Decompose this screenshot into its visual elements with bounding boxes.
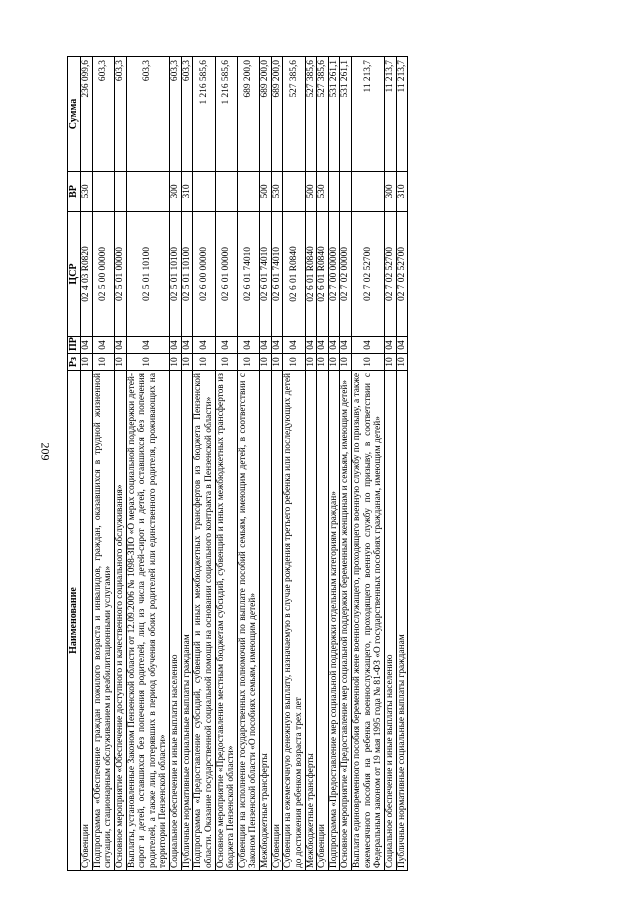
cell-vr bbox=[352, 172, 385, 212]
cell-name: Субвенции bbox=[317, 371, 329, 871]
cell-rz: 10 bbox=[328, 354, 340, 371]
cell-sum: 1 216 585,6 bbox=[215, 57, 237, 172]
table-row bbox=[317, 57, 329, 871]
cell-rz: 10 bbox=[384, 354, 396, 371]
cell-rz: 10 bbox=[317, 354, 329, 371]
cell-pr: 04 bbox=[283, 337, 305, 354]
table-row bbox=[81, 57, 93, 871]
cell-name: Основное мероприятие «Обеспечение доступного и качественного социального обслуживания» bbox=[114, 371, 126, 871]
cell-rz: 10 bbox=[114, 354, 126, 371]
table-row bbox=[215, 57, 237, 871]
cell-pr: 04 bbox=[340, 337, 352, 354]
cell-vr bbox=[215, 172, 237, 212]
cell-rz: 10 bbox=[340, 354, 352, 371]
cell-pr: 04 bbox=[260, 337, 272, 354]
table-row bbox=[396, 57, 408, 871]
cell-vr: 500 bbox=[305, 172, 317, 212]
budget-table bbox=[67, 56, 408, 871]
table-row bbox=[193, 57, 215, 871]
cell-pr: 04 bbox=[170, 337, 182, 354]
cell-pr: 04 bbox=[328, 337, 340, 354]
cell-name: Субвенции на ежемесячную денежную выплату, назначаемую в случае рождения третьего ребенка или последующих детей до достижения ребенком возраста трех лет bbox=[283, 371, 305, 871]
cell-csr: 02 5 01 10100 bbox=[181, 212, 193, 337]
cell-csr: 02 6 01 R0840 bbox=[283, 212, 305, 337]
cell-rz: 10 bbox=[193, 354, 215, 371]
rotated-page-content bbox=[67, 57, 587, 871]
cell-csr: 02 7 02 52700 bbox=[384, 212, 396, 337]
cell-rz: 10 bbox=[215, 354, 237, 371]
table-row bbox=[260, 57, 272, 871]
cell-name: Подпрограмма «Предоставление мер социальной поддержки отдельным категориям граждан» bbox=[328, 371, 340, 871]
cell-vr bbox=[237, 172, 259, 212]
table-row bbox=[92, 57, 114, 871]
cell-vr: 530 bbox=[271, 172, 283, 212]
header-csr: ЦСР bbox=[68, 212, 81, 337]
cell-sum: 603,3 bbox=[114, 57, 126, 172]
cell-vr bbox=[92, 172, 114, 212]
cell-csr: 02 7 00 00000 bbox=[328, 212, 340, 337]
table-row bbox=[305, 57, 317, 871]
cell-vr: 530 bbox=[317, 172, 329, 212]
cell-rz: 10 bbox=[260, 354, 272, 371]
cell-pr: 04 bbox=[181, 337, 193, 354]
cell-name: Выплаты, установленные Законом Пензенской области от 12.09.2006 № 1098-ЗПО «О мерах социальной поддержки детей-сирот и детей, оставшихся без попечения родителей, лиц из числа детей-сирот и детей, оставшихся без попечения родителей, а также лиц, потерявших в период обучения обоих родителей или единственного родителя, проживающих на территории Пензенской области» bbox=[126, 371, 170, 871]
cell-csr: 02 6 00 00000 bbox=[193, 212, 215, 337]
cell-vr bbox=[328, 172, 340, 212]
cell-rz: 10 bbox=[237, 354, 259, 371]
cell-name: Подпрограмма «Предоставление субсидий, субвенций и иных межбюджетных трансфертов из бюджета Пензенской области. Оказание государственной социальной помощи на основании социального контракта в Пензенской области» bbox=[193, 371, 215, 871]
cell-sum: 527 385,6 bbox=[305, 57, 317, 172]
cell-rz: 10 bbox=[271, 354, 283, 371]
table-header-row bbox=[68, 57, 81, 871]
cell-sum: 603,3 bbox=[181, 57, 193, 172]
cell-csr: 02 6 01 R0840 bbox=[317, 212, 329, 337]
cell-rz: 10 bbox=[396, 354, 408, 371]
cell-csr: 02 6 01 00000 bbox=[215, 212, 237, 337]
cell-name: Субвенции на исполнение государственных полномочий по выплате пособий семьям, имеющим детей, в соответствии с Законом Пензенской области «О пособиях семьям, имеющим детей» bbox=[237, 371, 259, 871]
header-rz: Рз bbox=[68, 354, 81, 371]
cell-pr: 04 bbox=[126, 337, 170, 354]
cell-sum: 603,3 bbox=[126, 57, 170, 172]
header-pr: ПР bbox=[68, 337, 81, 354]
cell-rz: 10 bbox=[170, 354, 182, 371]
cell-sum: 531 261,1 bbox=[340, 57, 352, 172]
cell-sum: 689 200,0 bbox=[271, 57, 283, 172]
cell-rz: 10 bbox=[283, 354, 305, 371]
cell-vr: 530 bbox=[81, 172, 93, 212]
cell-pr: 04 bbox=[215, 337, 237, 354]
table-row bbox=[237, 57, 259, 871]
cell-csr: 02 4 03 R0820 bbox=[81, 212, 93, 337]
cell-name: Публичные нормативные социальные выплаты гражданам bbox=[181, 371, 193, 871]
cell-sum: 527 385,6 bbox=[317, 57, 329, 172]
cell-pr: 04 bbox=[114, 337, 126, 354]
table-body bbox=[81, 57, 408, 871]
table-row bbox=[283, 57, 305, 871]
cell-name: Социальное обеспечение и иные выплаты населению bbox=[170, 371, 182, 871]
cell-name: Межбюджетные трансферты bbox=[260, 371, 272, 871]
cell-csr: 02 5 01 10100 bbox=[170, 212, 182, 337]
header-vr: ВР bbox=[68, 172, 81, 212]
cell-csr: 02 5 00 00000 bbox=[92, 212, 114, 337]
cell-csr: 02 6 01 74010 bbox=[260, 212, 272, 337]
cell-vr bbox=[126, 172, 170, 212]
cell-name: Социальное обеспечение и иные выплаты населению bbox=[384, 371, 396, 871]
cell-pr: 04 bbox=[352, 337, 385, 354]
cell-csr: 02 6 01 74010 bbox=[271, 212, 283, 337]
cell-vr: 300 bbox=[170, 172, 182, 212]
cell-sum: 603,3 bbox=[92, 57, 114, 172]
cell-csr: 02 7 02 00000 bbox=[340, 212, 352, 337]
cell-rz: 10 bbox=[92, 354, 114, 371]
cell-vr bbox=[193, 172, 215, 212]
table-row bbox=[271, 57, 283, 871]
header-name: Наименование bbox=[68, 371, 81, 871]
cell-sum: 603,3 bbox=[170, 57, 182, 172]
cell-csr: 02 6 01 74010 bbox=[237, 212, 259, 337]
cell-rz: 10 bbox=[126, 354, 170, 371]
table-row bbox=[126, 57, 170, 871]
cell-name: Субвенции bbox=[271, 371, 283, 871]
table-row bbox=[384, 57, 396, 871]
cell-csr: 02 5 01 00000 bbox=[114, 212, 126, 337]
cell-vr: 310 bbox=[181, 172, 193, 212]
cell-pr: 04 bbox=[193, 337, 215, 354]
cell-vr bbox=[114, 172, 126, 212]
cell-pr: 04 bbox=[92, 337, 114, 354]
cell-sum: 236 099,6 bbox=[81, 57, 93, 172]
cell-vr: 500 bbox=[260, 172, 272, 212]
cell-csr: 02 7 02 52700 bbox=[352, 212, 385, 337]
cell-vr bbox=[340, 172, 352, 212]
cell-vr: 300 bbox=[384, 172, 396, 212]
cell-csr: 02 6 01 R0840 bbox=[305, 212, 317, 337]
table-row bbox=[340, 57, 352, 871]
cell-rz: 10 bbox=[305, 354, 317, 371]
table-row bbox=[328, 57, 340, 871]
table-row bbox=[114, 57, 126, 871]
cell-csr: 02 7 02 52700 bbox=[396, 212, 408, 337]
cell-sum: 531 261,1 bbox=[328, 57, 340, 172]
cell-name: Публичные нормативные социальные выплаты гражданам bbox=[396, 371, 408, 871]
table-row bbox=[181, 57, 193, 871]
cell-name: Межбюджетные трансферты bbox=[305, 371, 317, 871]
cell-rz: 10 bbox=[81, 354, 93, 371]
cell-name: Субвенции bbox=[81, 371, 93, 871]
cell-sum: 11 213,7 bbox=[396, 57, 408, 172]
cell-name: Основное мероприятие «Предоставление мер социальной поддержки беременным женщинам и семьям, имеющим детей» bbox=[340, 371, 352, 871]
cell-pr: 04 bbox=[317, 337, 329, 354]
cell-pr: 04 bbox=[271, 337, 283, 354]
page-number: 209 bbox=[38, 442, 53, 461]
cell-name: Основное мероприятие «Предоставление местным бюджетам субсидий, субвенций и иных межбюджетных трансфертов из бюджета Пензенской области» bbox=[215, 371, 237, 871]
table-row bbox=[170, 57, 182, 871]
header-sum: Сумма bbox=[68, 57, 81, 172]
cell-pr: 04 bbox=[305, 337, 317, 354]
cell-sum: 1 216 585,6 bbox=[193, 57, 215, 172]
cell-csr: 02 5 01 10100 bbox=[126, 212, 170, 337]
cell-rz: 10 bbox=[352, 354, 385, 371]
table-row bbox=[352, 57, 385, 871]
cell-pr: 04 bbox=[396, 337, 408, 354]
cell-pr: 04 bbox=[81, 337, 93, 354]
cell-sum: 689 200,0 bbox=[237, 57, 259, 172]
cell-vr: 310 bbox=[396, 172, 408, 212]
cell-rz: 10 bbox=[181, 354, 193, 371]
cell-sum: 527 385,6 bbox=[283, 57, 305, 172]
cell-name: Выплата единовременного пособия беременной жене военнослужащего, проходящего военную службу по призыву, а также ежемесячного пособия на ребенка военнослужащего, проходящего военную службу по призыву, в соответствии с Федеральным законом от 19 мая 1995 года № 81-ФЗ «О государственных пособиях гражданам, имеющим детей» bbox=[352, 371, 385, 871]
cell-name: Подпрограмма «Обеспечение граждан пожилого возраста и инвалидов, граждан, оказавшихся в трудной жизненной ситуации, стационарным обслуживанием и реабилитационными услугами» bbox=[92, 371, 114, 871]
cell-vr bbox=[283, 172, 305, 212]
cell-sum: 689 200,0 bbox=[260, 57, 272, 172]
cell-sum: 11 213,7 bbox=[384, 57, 396, 172]
cell-pr: 04 bbox=[237, 337, 259, 354]
cell-pr: 04 bbox=[384, 337, 396, 354]
cell-sum: 11 213,7 bbox=[352, 57, 385, 172]
